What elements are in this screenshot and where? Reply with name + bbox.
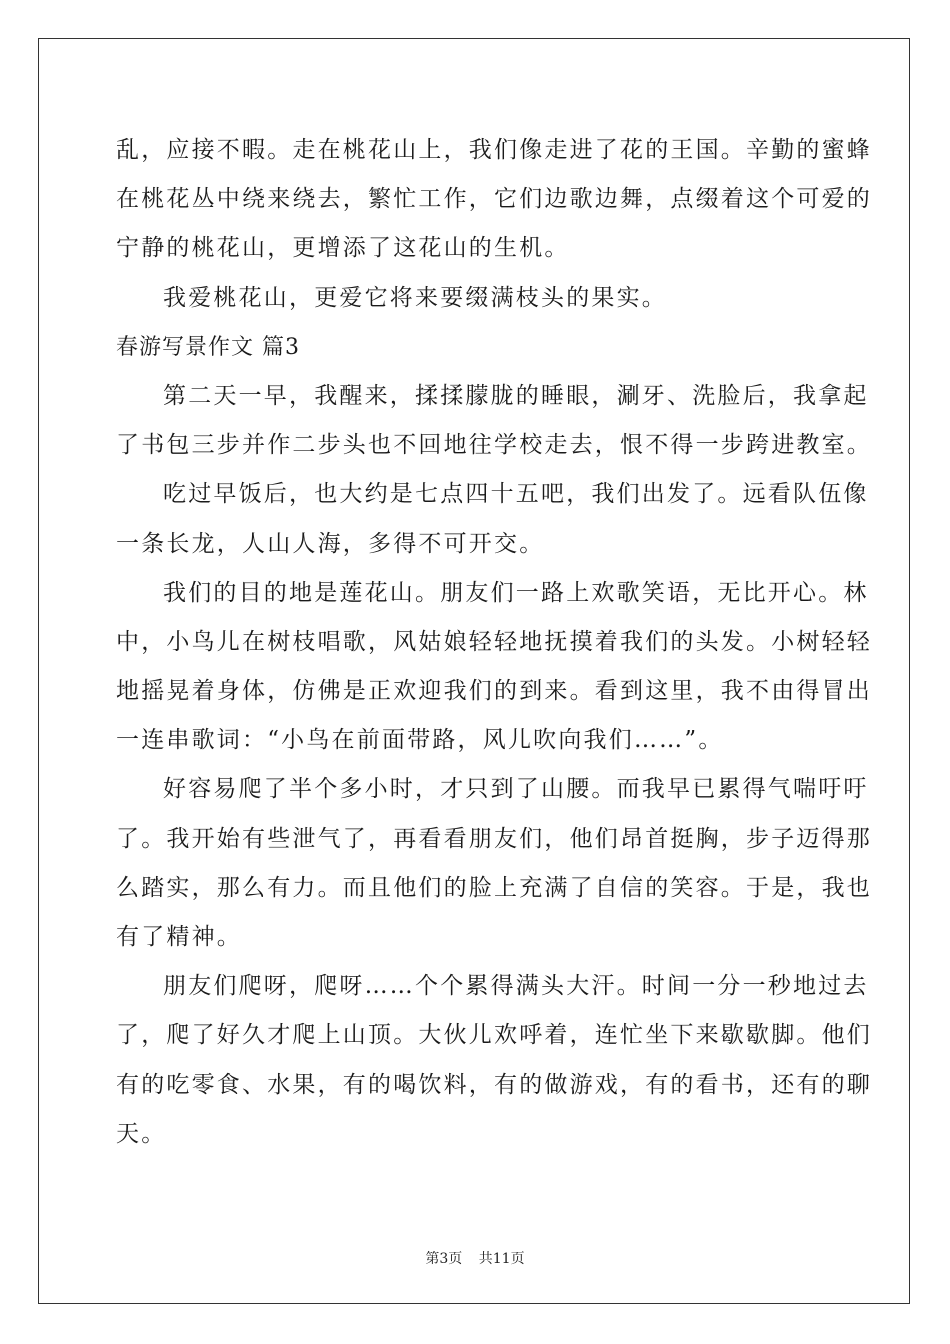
text-line: 有的吃零食、水果，有的喝饮料，有的做游戏，有的看书，还有的聊 (116, 1071, 872, 1098)
text-line: 乱，应接不暇。走在桃花山上，我们像走进了花的王国。辛勤的蜜蜂 (116, 137, 872, 163)
text-line: 我们的目的地是莲花山。朋友们一路上欢歌笑语，无比开心。林 (163, 579, 869, 606)
text-line: 在桃花丛中绕来绕去，繁忙工作，它们边歌边舞，点缀着这个可爱的 (116, 186, 872, 213)
text-line: 一条长龙，人山人海，多得不可开交。 (116, 530, 545, 557)
text-line: 么踏实，那么有力。而且他们的脸上充满了自信的笑容。于是，我也 (116, 874, 872, 901)
text-line: 了，爬了好久才爬上山顶。大伙儿欢呼着，连忙坐下来歇歇脚。他们 (116, 1022, 872, 1049)
text-line: 天。 (116, 1120, 167, 1147)
text-line: 宁静的桃花山，更增添了这花山的生机。 (116, 235, 570, 262)
document-body (116, 126, 872, 1159)
text-line: 我爱桃花山，更爱它将来要缀满枝头的果实。 (163, 284, 667, 311)
page-total: 共11页 (478, 1251, 525, 1267)
text-line: 一连串歌词：“小鸟在前面带路，风儿吹向我们……”。 (116, 727, 724, 754)
text-line: 有了精神。 (116, 924, 242, 950)
page-number: 第3页 (425, 1251, 463, 1267)
text-line: 地摇晃着身体，仿佛是正欢迎我们的到来。看到这里，我不由得冒出 (116, 678, 872, 705)
section-heading: 春游写景作文 篇3 (116, 334, 300, 360)
text-line: 了。我开始有些泄气了，再看看朋友们，他们昂首挺胸，步子迈得那 (116, 825, 872, 852)
text-line: 中，小鸟儿在树枝唱歌，风姑娘轻轻地抚摸着我们的头发。小树轻轻 (116, 628, 872, 655)
text-line: 好容易爬了半个多小时，才只到了山腰。而我早已累得气喘吁吁 (163, 776, 869, 803)
text-line: 朋友们爬呀，爬呀……个个累得满头大汗。时间一分一秒地过去 (163, 973, 869, 1000)
page-footer (0, 1248, 950, 1268)
text-line: 吃过早饭后，也大约是七点四十五吧，我们出发了。远看队伍像 (163, 481, 869, 508)
text-line: 了书包三步并作二步头也不回地往学校走去，恨不得一步跨进教室。 (116, 432, 872, 459)
text-line: 第二天一早，我醒来，揉揉朦胧的睡眼，涮牙、洗脸后，我拿起 (163, 382, 869, 409)
